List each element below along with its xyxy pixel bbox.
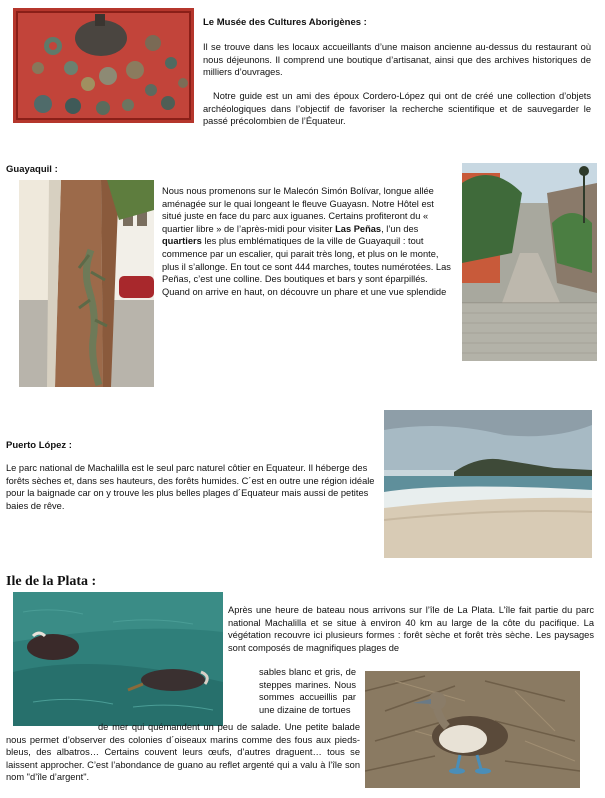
museum-paragraph-2: Notre guide est un ami des époux Cordero-López qui ont de créé une collection d’objets archéologiques dans l’objectif de favoriser la recherche scientifique et de sauvegarder le passé précolombien de l’Équateur. <box>203 91 591 127</box>
guayaquil-paragraph <box>162 185 456 298</box>
guayaquil-title: Guayaquil : <box>6 164 58 175</box>
quartiers-bold: quartiers <box>162 236 202 247</box>
museum-title: Le Musée des Cultures Aborigènes : <box>203 17 367 28</box>
museum-photo <box>13 8 194 123</box>
stairs-photo <box>462 163 597 361</box>
plata-title: Ile de la Plata : <box>6 574 97 589</box>
blue-footed-booby-photo <box>365 671 580 788</box>
plata-paragraph-2: sables blanc et gris, de steppes marines. Nous sommes accueillis par une dizaine de tortues <box>259 667 356 715</box>
plata-paragraph-1: Après une heure de bateau nous arrivons sur l’île de La Plata. L’île fait partie du parc national Machalilla et se situe à environ 40 km au large de la côte du pacifique. La végétation recouvre ici plusieurs formes : forêt sèche et forêt très sèche. Les paysages sont composés de magnifiques plages de <box>228 605 594 653</box>
beach-photo <box>384 410 592 558</box>
puerto-lopez-title: Puerto López : <box>6 440 72 451</box>
iguana-tree-photo <box>19 180 154 387</box>
plata-paragraph-3: de mer qui quémandent un peu de salade. Une petite balade nous permet d’observer des colonies d´oiseaux marins comme des fous aux pieds-bleus, des albatros… Certains couvent leurs œufs, d’autres draguent… tous se laissent approcher. C’est l’abondance de guano au reflet argenté qui a valu à l’île son nom "d’île d’argent". <box>6 722 360 783</box>
museum-paragraph-1: Il se trouve dans les locaux accueillants d’une maison ancienne au-dessus du restaurant où nous déjeunons. Il comprend une boutique d’artisanat, ainsi que des archives historiques de milliers d’ouvrages. <box>203 42 591 78</box>
guayaquil-text-2: , l’un des <box>381 223 419 234</box>
guayaquil-text-3: les plus emblématiques de la ville de Guayaquil : tout commence par un escalier, qui parait très long, et plus on le monte, plus il s’allonge. En tout ce sont 444 marches, toutes numérotées. Las Peñas, c’est une colline. Des boutiques et bars y sont éparpillés. Quand on arrive en haut, on découvre un phare et une vue splendide <box>162 236 451 297</box>
las-penas-bold: Las Peñas <box>335 223 382 234</box>
puerto-lopez-paragraph: Le parc national de Machalilla est le seul parc naturel côtier en Equateur. Il héberge des forêts sèches et, dans ses hauteurs, des forêts humides. C´est en outre une région idéale pour la baignade car on y trouve les plus belles plages d´Equateur mais aussi de petites baies de rêve. <box>6 463 375 511</box>
guayaquil-text-1: Nous nous promenons sur le Malecón Simón Bolívar, longue allée aménagée sur le quai longeant le fleuve Guayasn. Notre Hôtel est situé juste en face du parc aux iguanes. Certains profiteront du « quartier libre » de l’après-midi pour visiter <box>162 186 434 234</box>
turtles-photo <box>13 592 223 726</box>
